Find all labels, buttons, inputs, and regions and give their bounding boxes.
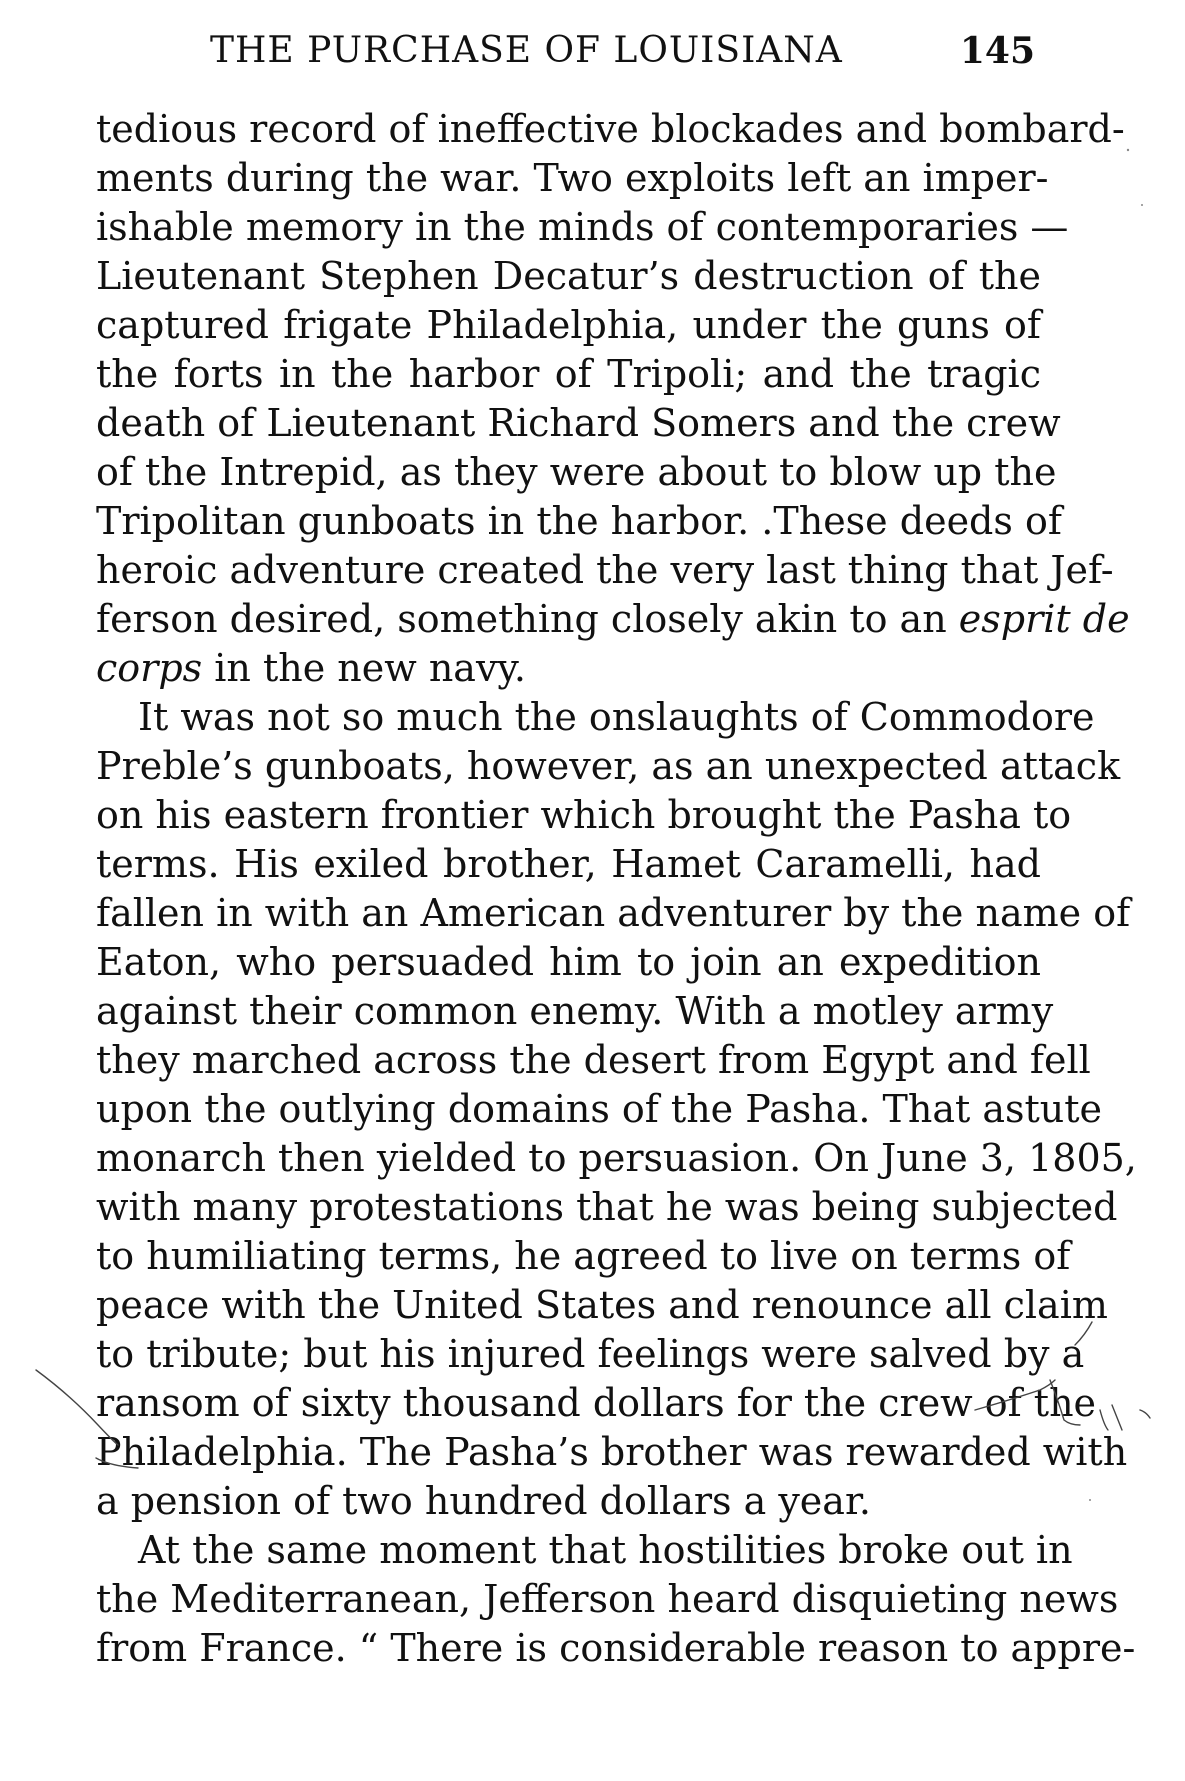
text-line: to tribute; but his injured feelings were salved by a: [96, 1332, 1085, 1376]
text-line: with many protestations that he was being subjected: [96, 1185, 1118, 1229]
page-speck: [1141, 204, 1143, 206]
page-speck: [1089, 1499, 1091, 1501]
running-head: [120, 30, 1035, 80]
text-line: they marched across the desert from Egypt and fell: [96, 1038, 1091, 1082]
text-line: the forts in the harbor of Tripoli; and the tragic: [96, 352, 1041, 396]
page-speck: [1127, 149, 1129, 151]
text-line: of the Intrepid, as they were about to blow up the: [96, 450, 1057, 494]
text-line: a pension of two hundred dollars a year.: [96, 1479, 872, 1523]
text-line: upon the outlying domains of the Pasha. That astute: [96, 1087, 1103, 1131]
text-line: tedious record of ineffective blockades and bombard-: [96, 107, 1125, 151]
page-number: 145: [959, 30, 1035, 72]
italic-phrase: corps: [96, 646, 203, 690]
text-line: ishable memory in the minds of contemporaries —: [96, 205, 1069, 249]
pencil-scribble-2: [1100, 1405, 1122, 1430]
text-line: captured frigate Philadelphia, under the guns of: [96, 303, 1041, 347]
text-line: Philadelphia. The Pasha’s brother was rewarded with: [96, 1430, 1128, 1474]
text-line: ferson desired, something closely akin to an esprit de: [96, 597, 1130, 641]
text-line: on his eastern frontier which brought the Pasha to: [96, 793, 1072, 837]
text-line: It was not so much the onslaughts of Commodore: [138, 695, 1095, 739]
text-line: ments during the war. Two exploits left an imper-: [96, 156, 1049, 200]
text-line: the Mediterranean, Jefferson heard disquieting news: [96, 1577, 1119, 1621]
text-line: Preble’s gunboats, however, as an unexpected attack: [96, 744, 1121, 788]
text-line: monarch then yielded to persuasion. On June 3, 1805,: [96, 1136, 1137, 1180]
text-line: ransom of sixty thousand dollars for the crew of the: [96, 1381, 1097, 1425]
running-title: THE PURCHASE OF LOUISIANA: [210, 30, 843, 71]
text-line: fallen in with an American adventurer by the name of: [96, 891, 1131, 935]
text-line: terms. His exiled brother, Hamet Caramelli, had: [96, 842, 1041, 886]
text-line: from France. “ There is considerable reason to appre-: [96, 1626, 1136, 1670]
text-line: corps in the new navy.: [96, 646, 526, 690]
pencil-scribble-4: [1140, 1410, 1150, 1418]
text-line: death of Lieutenant Richard Somers and the crew: [96, 401, 1061, 445]
text-line: Tripolitan gunboats in the harbor. .These deeds of: [96, 499, 1062, 543]
body-text: [96, 105, 1137, 1673]
text-line: Lieutenant Stephen Decatur’s destruction of the: [96, 254, 1041, 298]
text-line: At the same moment that hostilities broke out in: [138, 1528, 1073, 1572]
text-line: to humiliating terms, he agreed to live on terms of: [96, 1234, 1071, 1278]
text-line: Eaton, who persuaded him to join an expedition: [96, 940, 1041, 984]
text-line: against their common enemy. With a motley army: [96, 989, 1054, 1033]
italic-phrase: esprit de: [958, 597, 1130, 641]
text-line: heroic adventure created the very last thing that Jef-: [96, 548, 1114, 592]
text-line: peace with the United States and renounce all claim: [96, 1283, 1108, 1327]
